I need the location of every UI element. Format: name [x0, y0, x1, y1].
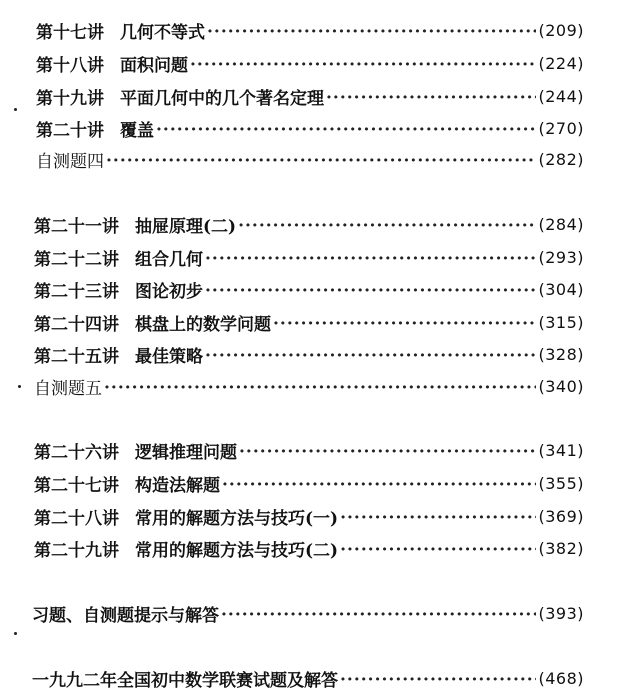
- page-number: (341): [538, 440, 584, 460]
- page-number: (282): [538, 149, 584, 169]
- page-number: (369): [538, 506, 584, 526]
- entry-title: 图论初步: [135, 281, 203, 302]
- dot-leader: [205, 249, 536, 269]
- page-number: (270): [538, 118, 584, 138]
- toc-entry: [36, 145, 584, 173]
- dot-leader: [106, 151, 536, 171]
- toc-entry: [36, 16, 584, 44]
- scan-speck: [14, 108, 17, 111]
- entry-title: 棋盘上的数学问题: [135, 314, 271, 335]
- entry-title: 几何不等式: [120, 22, 205, 43]
- dot-leader: [340, 540, 536, 560]
- entry-title: 习题、自测题提示与解答: [32, 605, 219, 626]
- page-number: (382): [538, 538, 584, 558]
- dot-leader: [340, 508, 536, 528]
- toc-entry: [34, 243, 584, 271]
- toc-entry: [34, 534, 584, 562]
- lecture-number: 第十八讲: [36, 55, 104, 76]
- entry-title: 抽屉原理(二): [135, 216, 237, 237]
- entry-title: 自测题五: [34, 378, 102, 399]
- toc-entry: [34, 340, 584, 368]
- entry-title: 逻辑推理问题: [135, 442, 237, 463]
- page-number: (355): [538, 473, 584, 493]
- scan-speck: [14, 632, 17, 635]
- entry-title: 构造法解题: [135, 475, 220, 496]
- toc-entry: [36, 49, 584, 77]
- lecture-number: 第二十一讲: [34, 216, 119, 237]
- dot-leader: [104, 378, 536, 398]
- page-number: (340): [538, 376, 584, 396]
- scan-speck: [18, 385, 21, 388]
- toc-entry: [34, 502, 584, 530]
- lecture-number: 第二十四讲: [34, 314, 119, 335]
- entry-title: 平面几何中的几个著名定理: [120, 88, 324, 109]
- lecture-number: 第十七讲: [36, 22, 104, 43]
- dot-leader: [205, 346, 536, 366]
- lecture-number: 第十九讲: [36, 88, 104, 109]
- toc-entry: [34, 275, 584, 303]
- dot-leader: [205, 281, 536, 301]
- page-number: (315): [538, 312, 584, 332]
- entry-title: 最佳策略: [135, 346, 203, 367]
- entry-title: 常用的解题方法与技巧(一): [135, 508, 339, 529]
- lecture-number: 第二十六讲: [34, 442, 119, 463]
- lecture-number: 第二十讲: [36, 120, 104, 141]
- toc-entry: [34, 372, 584, 400]
- lecture-number: 第二十二讲: [34, 249, 119, 270]
- dot-leader: [238, 216, 536, 236]
- dot-leader: [156, 120, 536, 140]
- page-number: (393): [538, 603, 584, 623]
- entry-title: 面积问题: [120, 55, 188, 76]
- toc-entry: [34, 436, 584, 464]
- lecture-number: 第二十七讲: [34, 475, 119, 496]
- toc-entry: [32, 664, 584, 692]
- dot-leader: [207, 22, 536, 42]
- lecture-number: 第二十八讲: [34, 508, 119, 529]
- lecture-number: 第二十三讲: [34, 281, 119, 302]
- page-number: (293): [538, 247, 584, 267]
- dot-leader: [221, 605, 536, 625]
- dot-leader: [326, 88, 536, 108]
- dot-leader: [340, 670, 536, 690]
- page-number: (209): [538, 20, 584, 40]
- dot-leader: [222, 475, 536, 495]
- dot-leader: [273, 314, 536, 334]
- toc-entry: [34, 469, 584, 497]
- lecture-number: 第二十五讲: [34, 346, 119, 367]
- lecture-number: 第二十九讲: [34, 540, 119, 561]
- entry-title: 常用的解题方法与技巧(二): [135, 540, 339, 561]
- toc-entry: [34, 210, 584, 238]
- dot-leader: [239, 442, 536, 462]
- page-number: (244): [538, 86, 584, 106]
- toc-entry: [36, 114, 584, 142]
- entry-title: 覆盖: [120, 120, 154, 141]
- page-number: (468): [538, 668, 584, 688]
- entry-title: 组合几何: [135, 249, 203, 270]
- page-number: (284): [538, 214, 584, 234]
- page-number: (304): [538, 279, 584, 299]
- page-number: (328): [538, 344, 584, 364]
- dot-leader: [190, 55, 536, 75]
- toc-entry: [36, 82, 584, 110]
- toc-entry: [34, 308, 584, 336]
- entry-title: 自测题四: [36, 151, 104, 172]
- page-number: (224): [538, 53, 584, 73]
- entry-title: 一九九二年全国初中数学联赛试题及解答: [32, 670, 338, 691]
- toc-entry: [32, 599, 584, 627]
